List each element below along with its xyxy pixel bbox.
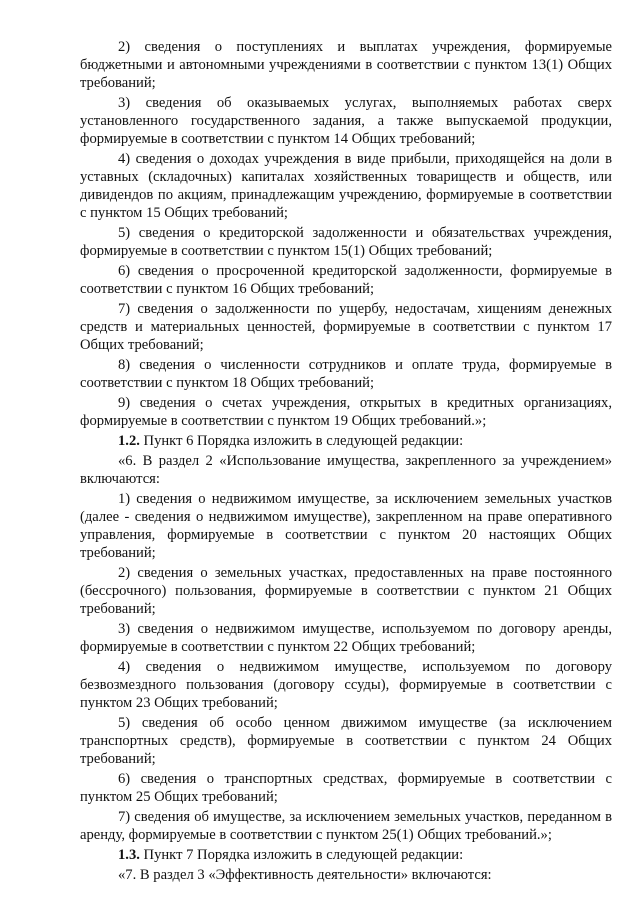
paragraph-item-3 (80, 94, 612, 148)
paragraph-item-2 (80, 38, 612, 92)
paragraph-item-7 (80, 300, 612, 354)
paragraph-item-6b (80, 770, 612, 806)
paragraph-item-1 (80, 490, 612, 562)
section-1-3-heading (80, 846, 612, 864)
paragraph-point-6-intro (80, 452, 612, 488)
paragraph-item-9 (80, 394, 612, 430)
paragraph-item-6 (80, 262, 612, 298)
paragraph-item-8 (80, 356, 612, 392)
paragraph-item-4b (80, 658, 612, 712)
paragraph-text: 1) сведения о недвижимом имуществе, за исключением земельных участков (далее - сведения о недвижимом имуществе), закрепленном на праве оперативного управления, формируемые в соответствии с пунктом 20 настоящих Общих требований; (80, 491, 612, 561)
paragraph-item-5b (80, 714, 612, 768)
paragraph-point-7-intro (80, 866, 612, 884)
paragraph-text: 4) сведения о доходах учреждения в виде прибыли, приходящейся на доли в уставных (складочных) капиталах хозяйственных товариществ и обществ, или дивидендов по акциям, принадлежащим учреждению, формируемые в соответствии с пунктом 15 Общих требований; (80, 151, 612, 221)
paragraph-text: Пункт 6 Порядка изложить в следующей редакции: (139, 433, 464, 449)
document-page (80, 38, 612, 886)
paragraph-text: 2) сведения о земельных участках, предоставленных на праве постоянного (бессрочного) пользования, формируемые в соответствии с пунктом 21 Общих требований; (80, 565, 612, 617)
paragraph-text: 5) сведения об особо ценном движимом имуществе (за исключением транспортных средств), формируемые в соответствии с пунктом 24 Общих требований; (80, 715, 612, 767)
paragraph-text: 4) сведения о недвижимом имуществе, используемом по договору безвозмездного пользования (договору ссуды), формируемые в соответствии с пунктом 23 Общих требований; (80, 659, 612, 711)
paragraph-text: 7) сведения о задолженности по ущербу, недостачам, хищениям денежных средств и материальных ценностей, формируемые в соответствии с пунктом 17 Общих требований; (80, 301, 612, 353)
paragraph-text: 7) сведения об имуществе, за исключением земельных участков, переданном в аренду, формируемые в соответствии с пунктом 25(1) Общих требований.»; (80, 809, 612, 843)
paragraph-text: 6) сведения о транспортных средствах, формируемые в соответствии с пунктом 25 Общих требований; (80, 771, 612, 805)
paragraph-text: 3) сведения об оказываемых услугах, выполняемых работах сверх установленного государственного задания, а также выпускаемой продукции, формируемые в соответствии с пунктом 14 Общих требований; (80, 95, 612, 147)
paragraph-text: 6) сведения о просроченной кредиторской задолженности, формируемые в соответствии с пунктом 16 Общих требований; (80, 263, 612, 297)
paragraph-text: «7. В раздел 3 «Эффективность деятельности» включаются: (118, 867, 492, 883)
paragraph-text: 2) сведения о поступлениях и выплатах учреждения, формируемые бюджетными и автономными учреждениями в соответствии с пунктом 13(1) Общих требований; (80, 39, 612, 91)
paragraph-item-5 (80, 224, 612, 260)
paragraph-text: 8) сведения о численности сотрудников и оплате труда, формируемые в соответствии с пунктом 18 Общих требований; (80, 357, 612, 391)
paragraph-text: 9) сведения о счетах учреждения, открытых в кредитных организациях, формируемые в соответствии с пунктом 19 Общих требований.»; (80, 395, 612, 429)
paragraph-text: 3) сведения о недвижимом имуществе, используемом по договору аренды, формируемые в соответствии с пунктом 22 Общих требований; (80, 621, 612, 655)
paragraph-item-2b (80, 564, 612, 618)
section-number: 1.2. (118, 433, 140, 449)
paragraph-text: Пункт 7 Порядка изложить в следующей редакции: (139, 847, 464, 863)
paragraph-text: 5) сведения о кредиторской задолженности и обязательствах учреждения, формируемые в соответствии с пунктом 15(1) Общих требований; (80, 225, 612, 259)
paragraph-item-4 (80, 150, 612, 222)
paragraph-text: «6. В раздел 2 «Использование имущества, закрепленного за учреждением» включаются: (80, 453, 612, 487)
section-1-2-heading (80, 432, 612, 450)
paragraph-item-7b (80, 808, 612, 844)
section-number: 1.3. (118, 847, 140, 863)
paragraph-item-3b (80, 620, 612, 656)
